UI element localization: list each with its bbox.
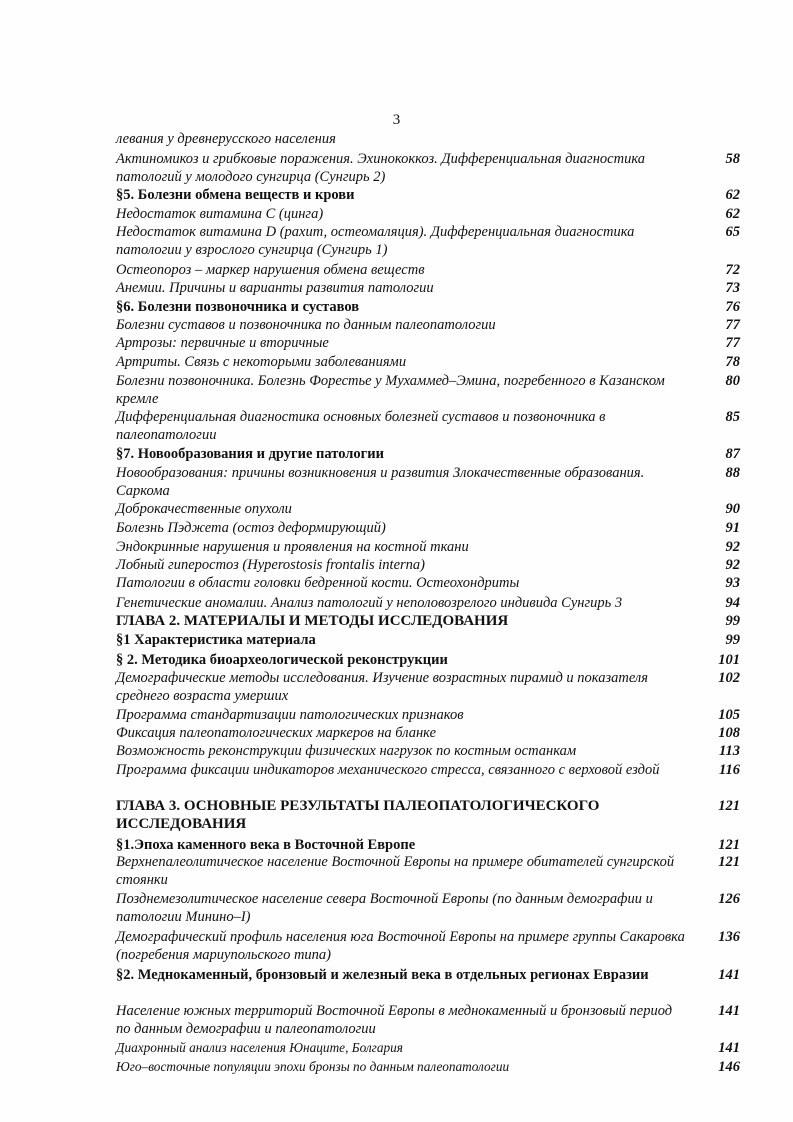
toc-entry-title: Артрозы: первичные и вторичные [116,335,329,351]
toc-entry-title: Программа фиксации индикаторов механического стресса, связанного с верховой ездой [116,762,660,778]
toc-entry-page: 62 [725,187,740,203]
toc-entry [116,853,740,890]
toc-entry-page: 62 [725,206,740,222]
toc-entry [116,186,740,204]
toc-entry [116,890,740,927]
toc-entry [116,706,740,724]
toc-entry [116,1039,740,1057]
toc-entry-title: Болезнь Пэджета (остоз деформирующий) [116,520,386,536]
toc-entry [116,612,740,630]
toc-entry-title: Дифференциальная диагностика основных болезней суставов и позвоночника в палеопатологии [116,409,606,444]
toc-entry [116,500,740,518]
toc-entry-title: Генетические аномалии. Анализ патологий у неполовозрелого индивида Сунгирь 3 [116,595,623,611]
toc-entry [116,574,740,592]
toc-entry-page: 92 [725,557,740,573]
toc-entry-title: Доброкачественные опухоли [116,501,292,517]
toc-entry [116,279,740,297]
toc-entry-title: §5. Болезни обмена веществ и крови [116,187,355,203]
toc-entry-title: Программа стандартизации патологических признаков [116,707,464,723]
toc-entry-page: 99 [725,632,740,648]
toc-entry-page: 108 [718,725,740,741]
toc-entry-page: 141 [718,1040,740,1056]
toc-entry [116,797,740,834]
toc-entry [116,150,740,187]
toc-entry-page: 121 [718,837,740,853]
toc-entry-title: §2. Меднокаменный, бронзовый и железный века в отдельных регионах Евразии [116,967,649,983]
toc-entry-page: 72 [725,262,740,278]
toc-entry-page: 101 [718,652,740,668]
toc-entry-page: 78 [725,354,740,370]
toc-entry-title: §1.Эпоха каменного века в Восточной Европе [116,837,416,853]
toc-entry-title: Болезни суставов и позвоночника по данным палеопатологии [116,317,496,333]
toc-entry-title: Фиксация палеопатологических маркеров на бланке [116,725,437,741]
toc-entry-title: Верхнепалеолитическое население Восточной Европы на примере обитателей сунгирской стоянки [116,854,675,889]
toc-entry-title: Население южных территорий Восточной Европы в меднокаменный и бронзовый период по данным демографии и палеопатологии [116,1003,673,1038]
toc-entry-title: Демографический профиль населения юга Восточной Европы на примере группы Сакаровка (погребения мариупольского типа) [116,929,685,964]
toc-entry-title: Недостаток витамина С (цинга) [116,206,324,222]
toc-entry-title: Анемии. Причины и варианты развития патологии [116,280,434,296]
toc-entry [116,205,740,223]
toc-entry-page: 88 [725,465,740,481]
toc-entry-title: Актиномикоз и грибковые поражения. Эхинококкоз. Дифференциальная диагностика патологий у молодого сунгирца (Сунгирь 2) [116,151,645,186]
toc-entry-page: 93 [725,575,740,591]
toc-entry [116,464,740,501]
toc-entry-title: Юго–восточные популяции эпохи бронзы по данным палеопатологии [116,1059,510,1074]
toc-entry-title: Патологии в области головки бедренной кости. Остеохондриты [116,575,520,591]
toc-entry [116,556,740,574]
toc-entry-page: 113 [719,743,740,759]
toc-entry [116,742,740,760]
toc-entry [116,594,740,612]
toc-entry-page: 77 [725,317,740,333]
toc-entry [116,928,740,965]
toc-entry-title: Новообразования: причины возникновения и развития Злокачественные образования. Саркома [116,465,645,500]
toc-entry-title: ГЛАВА 2. МАТЕРИАЛЫ И МЕТОДЫ ИССЛЕДОВАНИЯ [116,613,509,629]
toc-entry-title: Диахронный анализ населения Юнаците, Болгария [116,1040,403,1055]
toc-entry-title: Артриты. Связь с некоторыми заболеваниями [116,354,407,370]
toc-entry [116,334,740,352]
toc-entry-page: 146 [718,1059,740,1075]
toc-entry-page: 136 [718,929,740,945]
toc-entry-page: 102 [718,670,740,686]
toc-entry [116,966,740,984]
toc-entry-page: 141 [718,1003,740,1019]
toc-entry-page: 76 [725,299,740,315]
page-number: 3 [392,112,401,128]
toc-entry-title: §7. Новообразования и другие патологии [116,446,384,462]
toc-entry-title: Лобный гиперостоз (Hyperostosis frontalis interna) [116,557,425,573]
toc-entry-page: 80 [725,373,740,389]
toc-entry [116,353,740,371]
toc-entry [116,408,740,445]
toc-entry-title: Возможность реконструкции физических нагрузок по костным останкам [116,743,577,759]
toc-entry-page: 141 [718,967,740,983]
toc-entry [116,1058,740,1076]
toc-entry-page: 94 [725,595,740,611]
toc-entry [116,316,740,334]
toc-entry-page: 99 [725,613,740,629]
toc-entry [116,651,740,669]
toc-entry-page: 77 [725,335,740,351]
toc-entry [116,519,740,537]
toc-entry-page: 121 [718,854,740,870]
toc-entry-page: 65 [725,224,740,240]
toc-entry-title: Позднемезолитическое население севера Восточной Европы (по данным демографии и патологии Минино–I) [116,891,653,926]
toc-entry [116,223,740,260]
toc-entry-page: 126 [718,891,740,907]
toc-entry-title: § 2. Методика биоархеологической реконструкции [116,652,448,668]
toc-entry [116,538,740,556]
toc-entry-title: §1 Характеристика материала [116,632,316,648]
toc-entry-title: левания у древнерусского населения [116,131,336,147]
toc-entry-page: 92 [725,539,740,555]
toc-entry-page: 90 [725,501,740,517]
toc-entry-page: 85 [725,409,740,425]
toc-entry [116,631,740,649]
toc-entry [116,669,740,706]
toc-entry-page: 121 [718,798,740,814]
toc-entry-title: Демографические методы исследования. Изучение возрастных пирамид и показателя среднего возраста умерших [116,670,648,705]
toc-entry-page: 87 [725,446,740,462]
toc-entry-title: Недостаток витамина D (рахит, остеомаляция). Дифференциальная диагностика патологии у взрослого сунгирца (Сунгирь 1) [116,224,635,259]
toc-entry [116,836,740,854]
toc-entry-page: 116 [719,762,740,778]
toc-entry [116,724,740,742]
toc-entry [116,445,740,463]
toc-entry [116,761,740,779]
toc-entry-title: Болезни позвоночника. Болезнь Форестье у Мухаммед–Эмина, погребенного в Казанском кремле [116,373,665,408]
toc-entry-page: 73 [725,280,740,296]
toc-entry [116,298,740,316]
toc-entry-page: 105 [718,707,740,723]
toc-entry-title: Эндокринные нарушения и проявления на костной ткани [116,539,469,555]
toc-entry-title: Остеопороз – маркер нарушения обмена веществ [116,262,425,278]
toc-entry-page: 58 [725,151,740,167]
toc-entry [116,372,740,409]
toc-entry [116,130,740,148]
toc-entry-page: 91 [725,520,740,536]
toc-entry-title: ГЛАВА 3. ОСНОВНЫЕ РЕЗУЛЬТАТЫ ПАЛЕОПАТОЛОГИЧЕСКОГО ИССЛЕДОВАНИЯ [116,798,600,833]
toc-entry [116,261,740,279]
toc-entry-title: §6. Болезни позвоночника и суставов [116,299,360,315]
toc-entry [116,1002,740,1039]
